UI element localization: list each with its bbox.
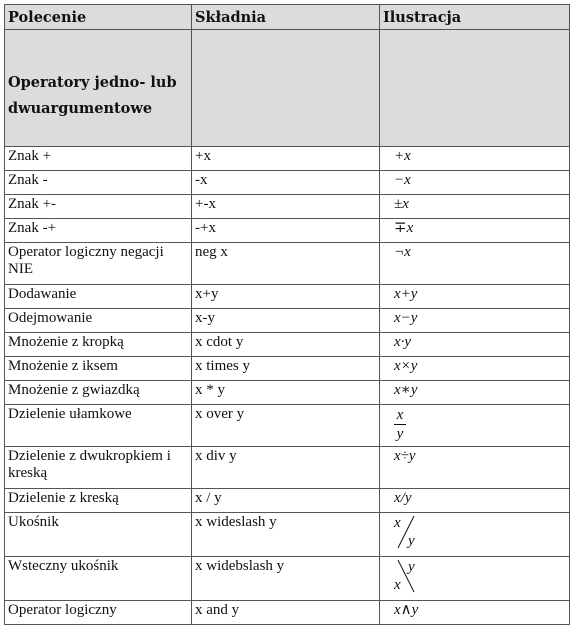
illustration-cell: x∧y (380, 601, 570, 625)
table-row (5, 357, 570, 381)
syntax-cell: -x (192, 171, 380, 195)
illustration-cell: x÷y (380, 447, 570, 489)
syntax-cell: x over y (192, 405, 380, 447)
command-cell: Mnożenie z iksem (5, 357, 192, 381)
table-row (5, 171, 570, 195)
wideslash-glyph (394, 514, 420, 550)
command-cell: Wsteczny ukośnik (5, 557, 192, 601)
syntax-cell: x and y (192, 601, 380, 625)
command-cell: Dodawanie (5, 285, 192, 309)
command-cell: Ukośnik (5, 513, 192, 557)
header-row (5, 5, 570, 30)
syntax-cell: -+x (192, 219, 380, 243)
syntax-cell: x+y (192, 285, 380, 309)
illustration-cell: x−y (380, 309, 570, 333)
syntax-cell: neg x (192, 243, 380, 285)
table-row (5, 601, 570, 625)
table-row (5, 557, 570, 601)
widebslash-glyph (394, 558, 420, 594)
table-row (5, 513, 570, 557)
table-row (5, 447, 570, 489)
header-command: Polecenie (5, 5, 192, 30)
illustration-cell: x∗y (380, 381, 570, 405)
header-illustration: Ilustracja (380, 5, 570, 30)
illustration-cell: +x (380, 147, 570, 171)
syntax-cell: x widebslash y (192, 557, 380, 601)
command-cell: Dzielenie z kreską (5, 489, 192, 513)
command-cell: Znak +- (5, 195, 192, 219)
syntax-cell: x / y (192, 489, 380, 513)
illustration-cell: ∓x (380, 219, 570, 243)
syntax-cell: x cdot y (192, 333, 380, 357)
table-row (5, 489, 570, 513)
command-cell: Znak + (5, 147, 192, 171)
fraction (394, 408, 406, 441)
fraction-numerator: x (396, 407, 404, 423)
table-row (5, 285, 570, 309)
command-cell: Dzielenie z dwukropkiem i kreską (5, 447, 192, 489)
command-cell: Dzielenie ułamkowe (5, 405, 192, 447)
table-row (5, 243, 570, 285)
wideslash-bottom: y (408, 533, 415, 549)
command-cell: Operator logiczny negacji NIE (5, 243, 192, 285)
table-row (5, 309, 570, 333)
illustration-cell (380, 557, 570, 601)
section-label: Operatory jedno- lub dwuargumentowe (5, 30, 192, 147)
syntax-cell: +x (192, 147, 380, 171)
syntax-cell: +-x (192, 195, 380, 219)
command-cell: Operator logiczny (5, 601, 192, 625)
table-row (5, 381, 570, 405)
illustration-cell: x/y (380, 489, 570, 513)
table-row (5, 405, 570, 447)
fraction-bar (394, 424, 406, 425)
table-row (5, 219, 570, 243)
syntax-cell: x * y (192, 381, 380, 405)
command-cell: Odejmowanie (5, 309, 192, 333)
syntax-cell: x wideslash y (192, 513, 380, 557)
syntax-table-container (4, 4, 570, 625)
syntax-cell: x times y (192, 357, 380, 381)
table-row (5, 333, 570, 357)
command-cell: Mnożenie z kropką (5, 333, 192, 357)
illustration-cell (380, 513, 570, 557)
command-cell: Znak - (5, 171, 192, 195)
illustration-cell: ±x (380, 195, 570, 219)
section-row (5, 30, 570, 147)
table-row (5, 147, 570, 171)
syntax-cell: x div y (192, 447, 380, 489)
section-empty-illustration (380, 30, 570, 147)
header-syntax: Składnia (192, 5, 380, 30)
illustration-cell: ¬x (380, 243, 570, 285)
widebslash-bottom: x (394, 577, 401, 593)
table-row (5, 195, 570, 219)
command-cell: Mnożenie z gwiazdką (5, 381, 192, 405)
illustration-cell: −x (380, 171, 570, 195)
fraction-denominator: y (396, 426, 404, 442)
wideslash-top: x (394, 515, 401, 531)
widebslash-top: y (408, 559, 415, 575)
command-cell: Znak -+ (5, 219, 192, 243)
illustration-cell: x·y (380, 333, 570, 357)
section-empty-syntax (192, 30, 380, 147)
illustration-cell: x×y (380, 357, 570, 381)
illustration-cell (380, 405, 570, 447)
operators-table (4, 4, 570, 625)
illustration-cell: x+y (380, 285, 570, 309)
syntax-cell: x-y (192, 309, 380, 333)
